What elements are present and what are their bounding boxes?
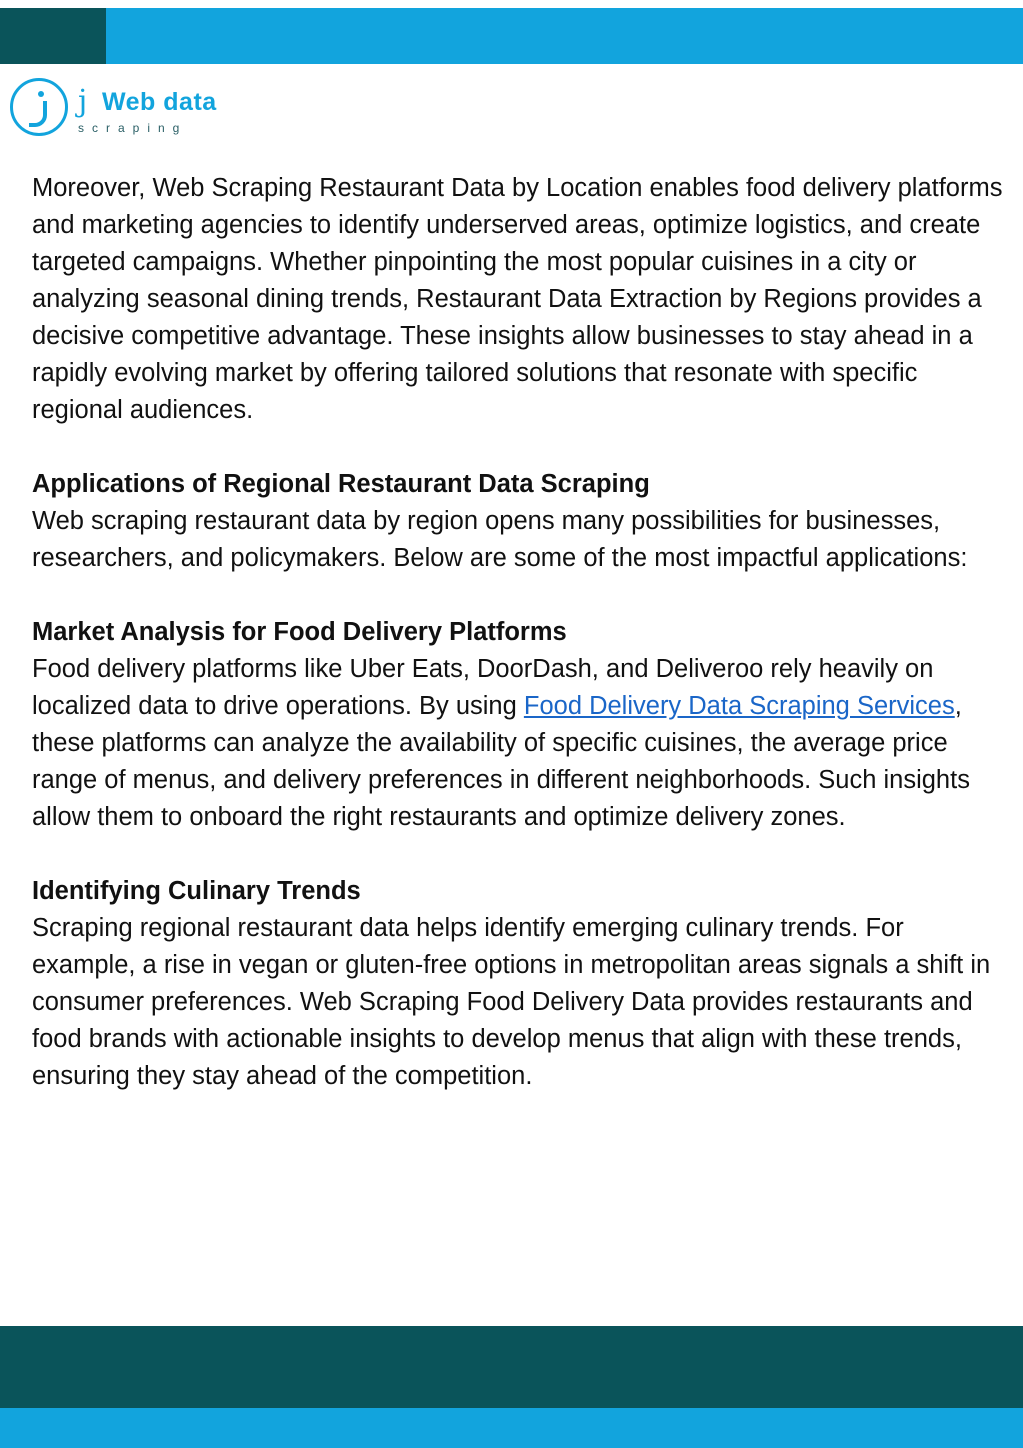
logo-mark: j — [78, 84, 88, 119]
document-body — [32, 170, 1007, 1095]
market-analysis-text-before: Food delivery platforms like Uber Eats, DoorDash, and Deliveroo rely heavily on localized data to drive operations. By using — [32, 655, 934, 720]
market-analysis-heading: Market Analysis for Food Delivery Platforms — [32, 618, 567, 646]
header-blue-band — [106, 8, 1023, 64]
footer-blue-band — [0, 1408, 1023, 1448]
logo-name: Web data — [102, 88, 217, 116]
brand-logo — [10, 76, 240, 146]
spacer — [32, 429, 1007, 466]
spacer — [32, 577, 1007, 614]
culinary-trends-heading: Identifying Culinary Trends — [32, 877, 361, 905]
header-dark-block — [0, 8, 106, 64]
header-bar — [0, 0, 1023, 64]
logo-tagline: scraping — [78, 121, 188, 135]
logo-stem — [29, 101, 47, 127]
logo-circle-icon — [10, 78, 68, 136]
applications-paragraph: Web scraping restaurant data by region opens many possibilities for businesses, researchers, and policymakers. Below are some of the most impactful applications: — [32, 507, 968, 572]
header-top-strip — [0, 0, 1023, 8]
applications-heading: Applications of Regional Restaurant Data Scraping — [32, 470, 650, 498]
market-analysis-text-after: , these platforms can analyze the availability of specific cuisines, the average price range of menus, and delivery preferences in different neighborhoods. Such insights allow them to onboard the right restaurants and optimize delivery zones. — [32, 692, 970, 831]
intro-paragraph: Moreover, Web Scraping Restaurant Data by Location enables food delivery platforms and marketing agencies to identify underserved areas, optimize logistics, and create targeted campaigns. Whether pinpointing the most popular cuisines in a city or analyzing seasonal dining trends, Restaurant Data Extraction by Regions provides a decisive competitive advantage. These insights allow businesses to stay ahead in a rapidly evolving market by offering tailored solutions that resonate with specific regional audiences. — [32, 174, 1003, 424]
market-analysis-paragraph — [32, 651, 1007, 836]
logo-dot — [38, 91, 44, 97]
culinary-trends-paragraph: Scraping regional restaurant data helps identify emerging culinary trends. For example, a rise in vegan or gluten-free options in metropolitan areas signals a shift in consumer preferences. Web Scraping Food Delivery Data provides restaurants and food brands with actionable insights to develop menus that align with these trends, ensuring they stay ahead of the competition. — [32, 914, 991, 1090]
food-delivery-scraping-link[interactable]: Food Delivery Data Scraping Services — [523, 692, 955, 720]
spacer — [32, 836, 1007, 873]
footer-dark-band — [0, 1326, 1023, 1408]
